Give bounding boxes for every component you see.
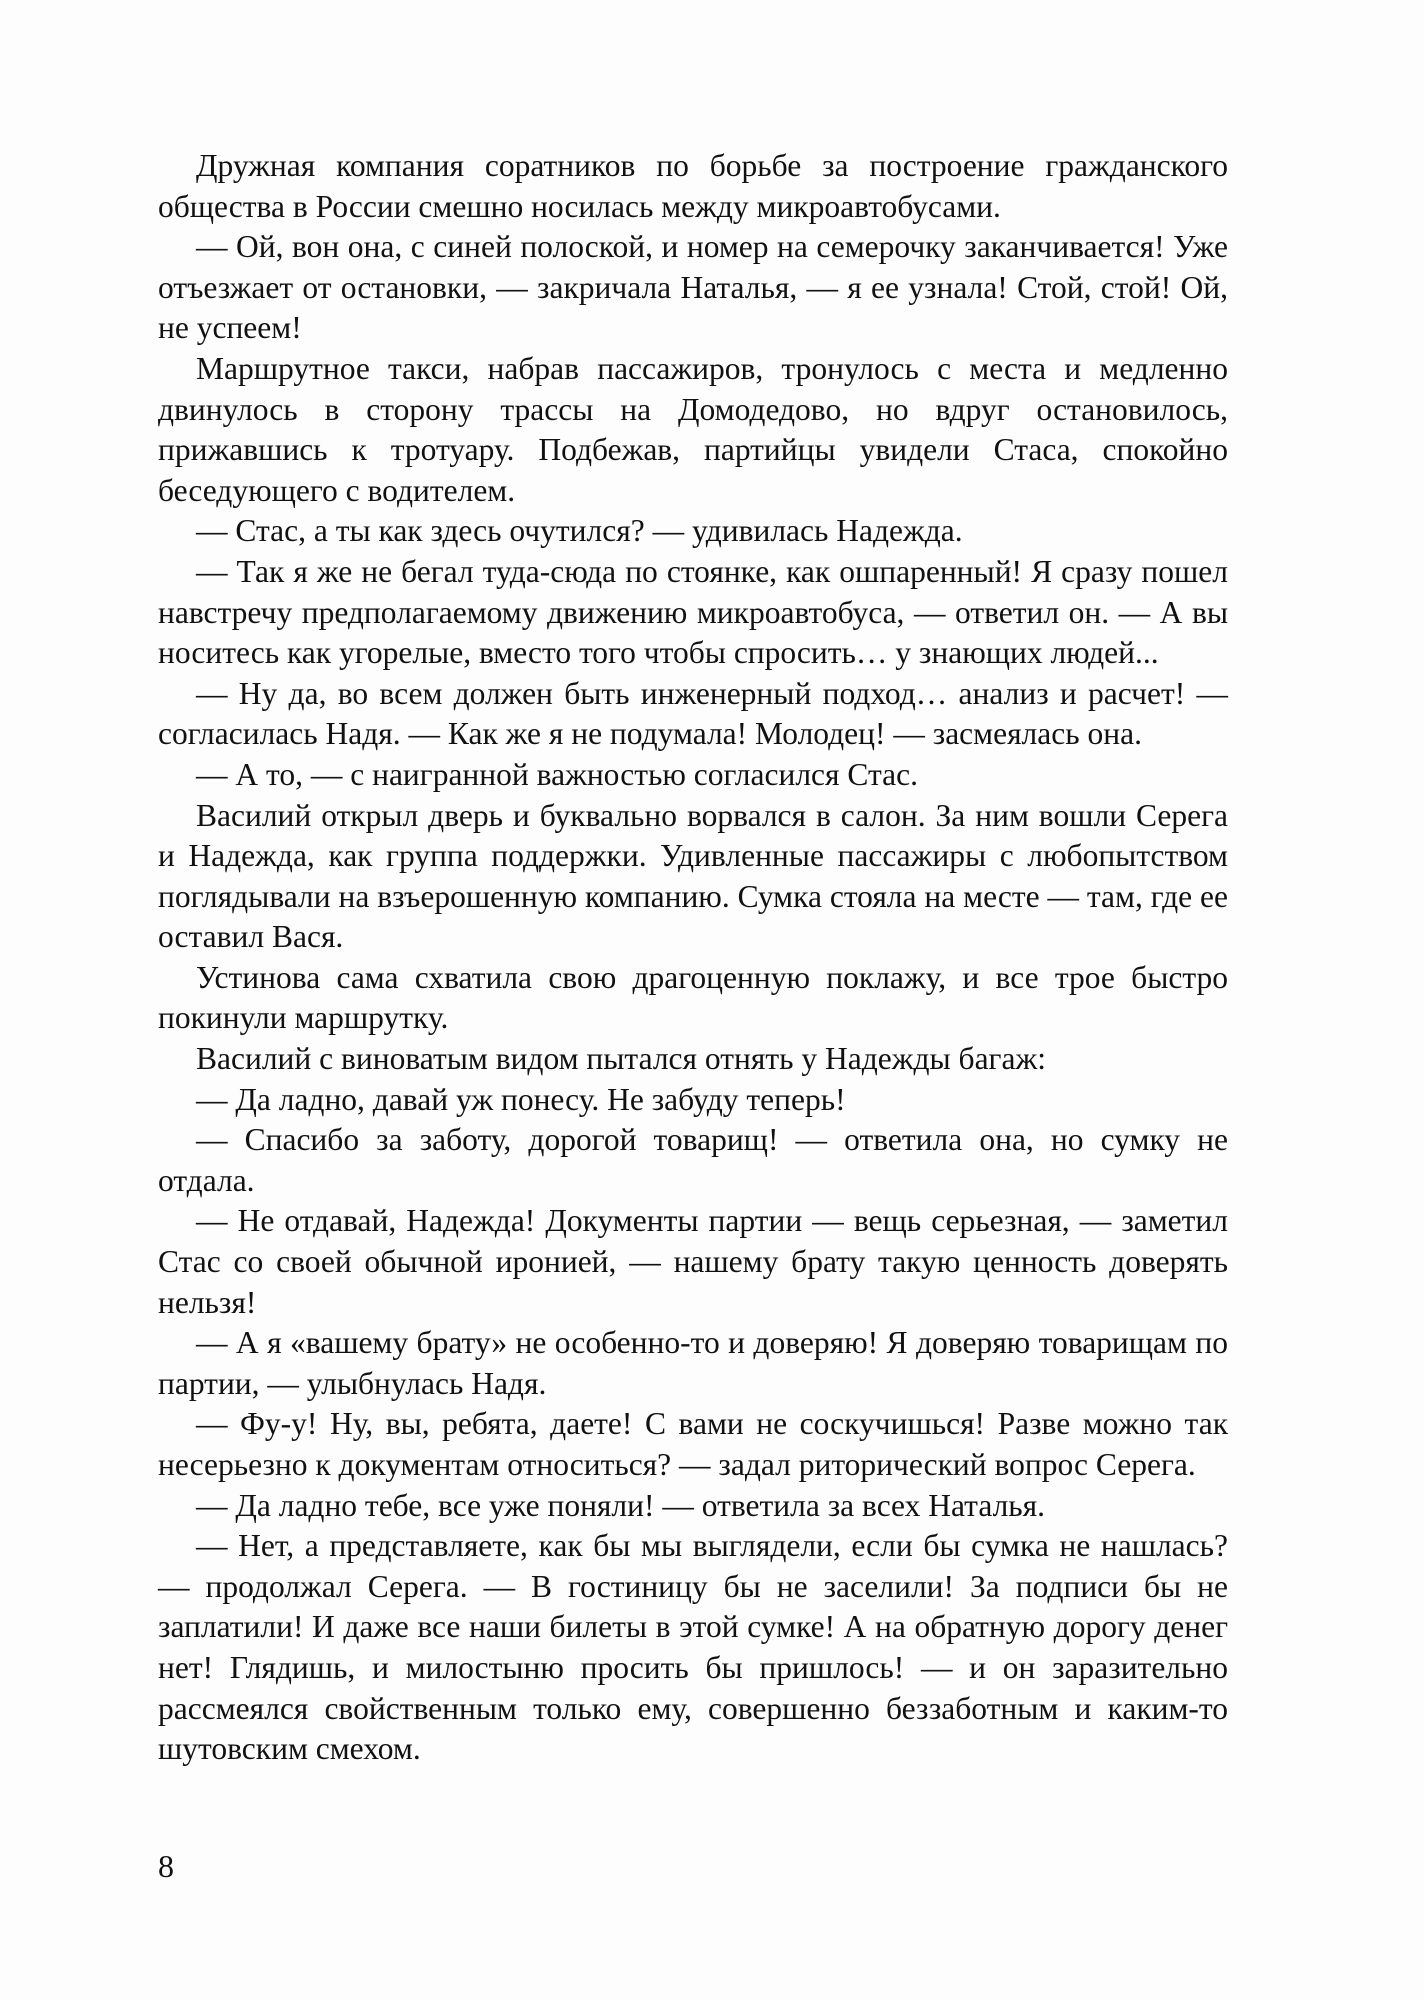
paragraph: — А то, — с наигранной важностью согласился Стас. bbox=[196, 756, 918, 792]
paragraph: Василий открыл дверь и буквально ворвался в салон. За ним вошли Серега и Надежда, как группа поддержки. Удивленные пассажиры с любопытством поглядывали на взъерошенную компанию. Сумка стояла на месте — там, где ее оставил Вася. bbox=[158, 797, 1228, 955]
paragraph: — Нет, а представляете, как бы мы выглядели, если бы сумка не нашлась? — продолжал Серега. — В гостиницу бы не заселили! За подписи бы не заплатили! И даже все наши билеты в этой сумке! А на обратную дорогу денег нет! Глядишь, и милостыню просить бы пришлось! — и он заразительно рассмеялся свойственным только ему, совершенно беззаботным и каким-то шутовским смехом. bbox=[158, 1528, 1228, 1767]
paragraph: — Ну да, во всем должен быть инженерный подход… анализ и расчет! — согласилась Надя. — Как же я не подумала! Молодец! — засмеялась она. bbox=[158, 675, 1228, 752]
paragraph: — Да ладно тебе, все уже поняли! — ответила за всех Наталья. bbox=[196, 1487, 1046, 1523]
paragraph: Дружная компания соратников по борьбе за построение гражданского общества в России смешно носилась между микроавтобусами. bbox=[158, 148, 1228, 224]
page-number: 8 bbox=[158, 1848, 174, 1884]
paragraph: — А я «вашему брату» не особенно-то и доверяю! Я доверяю товарищам по партии, — улыбнулась Надя. bbox=[158, 1325, 1228, 1401]
paragraph: — Стас, а ты как здесь очутился? — удивилась Надежда. bbox=[196, 513, 963, 549]
paragraph: — Не отдавай, Надежда! Документы партии — вещь серьезная, — заметил Стас со своей обычной иронией, — нашему брату такую ценность доверять нельзя! bbox=[158, 1203, 1228, 1320]
paragraph: Василий с виноватым видом пытался отнять у Надежды багаж: bbox=[196, 1041, 1046, 1077]
paragraph: — Фу-у! Ну, вы, ребята, даете! С вами не соскучишься! Разве можно так несерьезно к документам относиться? — задал риторический вопрос Серега. bbox=[158, 1406, 1228, 1482]
body-text bbox=[158, 146, 1228, 1770]
paragraph: — Так я же не бегал туда-сюда по стоянке, как ошпаренный! Я сразу пошел навстречу предполагаемому движению микроавтобуса, — ответил он. — А вы носитесь как угорелые, вместо того чтобы спросить… у знающих людей... bbox=[158, 553, 1228, 671]
paragraph: — Ой, вон она, с синей полоской, и номер на семерочку заканчивается! Уже отъезжает от остановки, — закричала Наталья, — я ее узнала! Стой, стой! Ой, не успеем! bbox=[158, 229, 1228, 346]
paragraph: Маршрутное такси, набрав пассажиров, тронулось с места и медленно двинулось в сторону трассы на Домодедово, но вдруг остановилось, прижавшись к тротуару. Подбежав, партийцы увидели Стаса, спокойно беседующего с водителем. bbox=[158, 350, 1228, 508]
paragraph: — Спасибо за заботу, дорогой товарищ! — ответила она, но сумку не отдала. bbox=[158, 1122, 1228, 1198]
paragraph: — Да ладно, давай уж понесу. Не забуду теперь! bbox=[196, 1081, 846, 1117]
paragraph: Устинова сама схватила свою драгоценную поклажу, и все трое быстро покинули маршрутку. bbox=[158, 959, 1228, 1036]
